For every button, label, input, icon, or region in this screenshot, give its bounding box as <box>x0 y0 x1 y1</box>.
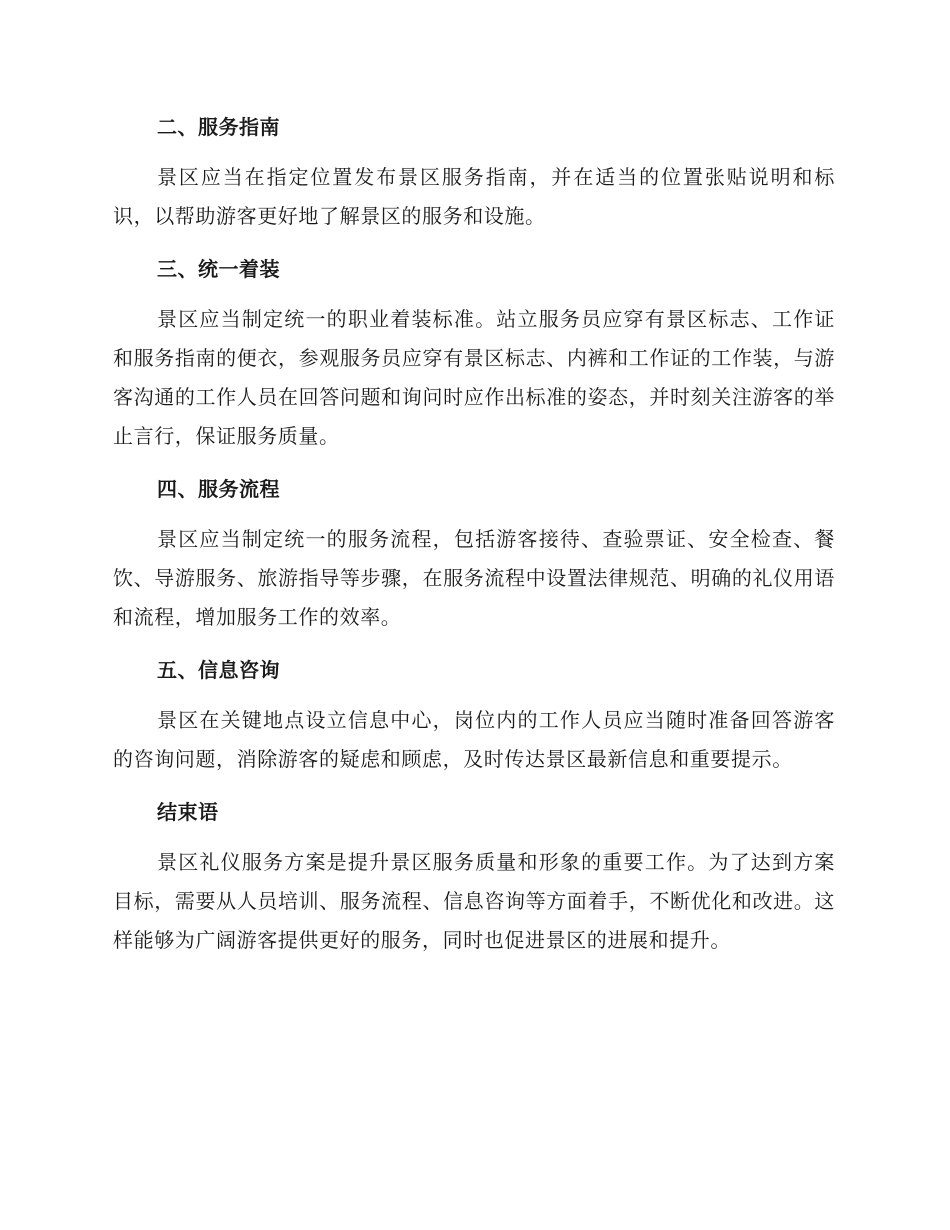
section-heading: 三、统一着装 <box>157 257 280 281</box>
section-heading: 二、服务指南 <box>157 115 280 139</box>
document-page <box>113 108 835 974</box>
section-paragraph: 景区应当制定统一的服务流程，包括游客接待、查验票证、安全检查、餐饮、导游服务、旅游指导等步骤，在服务流程中设置法律规范、明确的礼仪用语和流程，增加服务工作的效率。 <box>113 527 835 629</box>
section-paragraph: 景区应当在指定位置发布景区服务指南，并在适当的位置张贴说明和标识，以帮助游客更好地了解景区的服务和设施。 <box>113 165 835 228</box>
section-information-consulting <box>113 651 835 779</box>
section-heading: 五、信息咨询 <box>157 658 280 682</box>
section-heading: 结束语 <box>157 800 219 824</box>
section-paragraph: 景区应当制定统一的职业着装标准。站立服务员应穿有景区标志、工作证和服务指南的便衣，参观服务员应穿有景区标志、内裤和工作证的工作装，与游客沟通的工作人员在回答问题和询问时应作出标准的姿态，并时刻关注游客的举止言行，保证服务质量。 <box>113 307 835 448</box>
section-uniform-dress <box>113 250 835 456</box>
section-service-process <box>113 470 835 637</box>
section-conclusion <box>113 793 835 960</box>
section-paragraph: 景区在关键地点设立信息中心，岗位内的工作人员应当随时准备回答游客的咨询问题，消除游客的疑虑和顾虑，及时传达景区最新信息和重要提示。 <box>113 708 835 771</box>
section-service-guide <box>113 108 835 236</box>
section-heading: 四、服务流程 <box>157 477 280 501</box>
section-paragraph: 景区礼仪服务方案是提升景区服务质量和形象的重要工作。为了达到方案目标，需要从人员培训、服务流程、信息咨询等方面着手，不断优化和改进。这样能够为广阔游客提供更好的服务，同时也促进景区的进展和提升。 <box>113 850 835 952</box>
